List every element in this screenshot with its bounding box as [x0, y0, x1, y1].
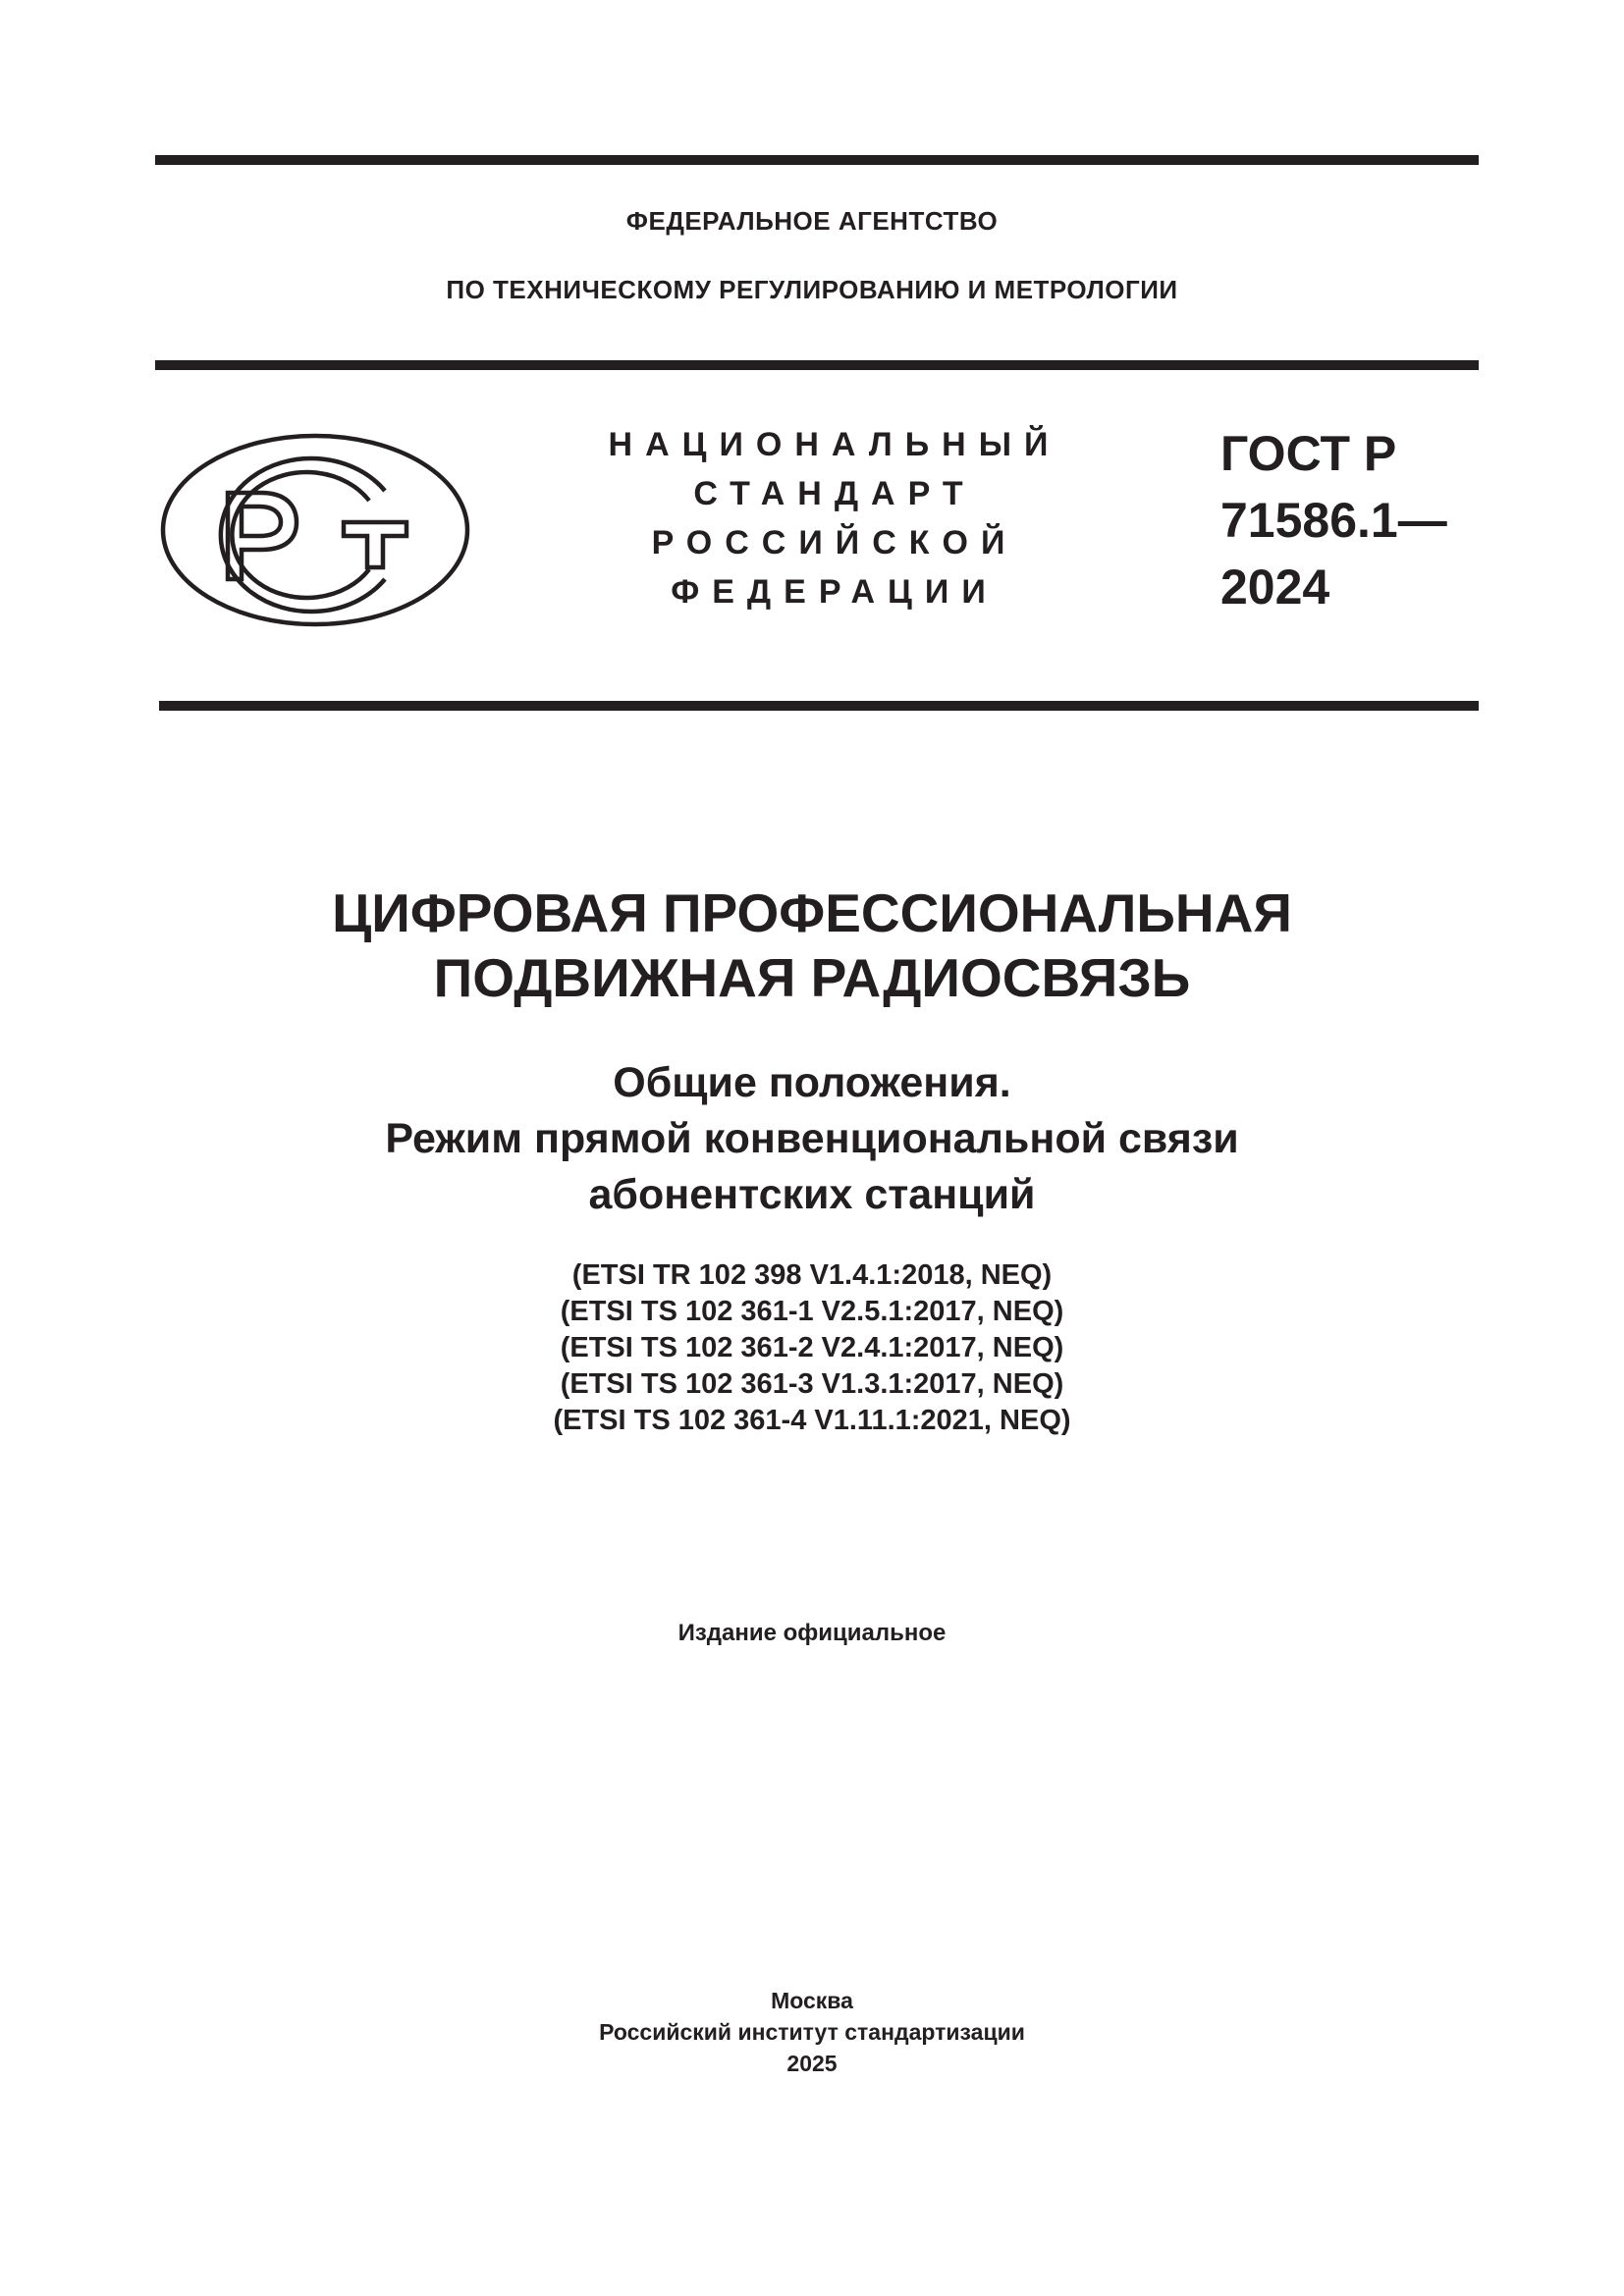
top-rule: [155, 155, 1479, 165]
standard-type-line-1: НАЦИОНАЛЬНЫЙ: [608, 426, 1061, 463]
designation-line-3: 2024: [1220, 560, 1330, 614]
reference-item: (ETSI TS 102 361-2 V2.4.1:2017, NEQ): [560, 1332, 1064, 1363]
document-subtitle: [0, 1055, 1624, 1223]
publisher-institute: Российский институт стандартизации: [599, 2019, 1025, 2045]
standard-type-line-2: СТАНДАРТ: [693, 475, 976, 512]
publisher-city: Москва: [771, 1988, 853, 2013]
standard-type-line-4: ФЕДЕРАЦИИ: [671, 573, 999, 611]
header-rule: [155, 360, 1479, 370]
title-main-line-1: ЦИФРОВАЯ ПРОФЕССИОНАЛЬНАЯ: [332, 882, 1292, 943]
standard-type-label: [599, 420, 1070, 616]
reference-list: [0, 1257, 1624, 1439]
reference-item: (ETSI TS 102 361-4 V1.11.1:2021, NEQ): [553, 1405, 1071, 1436]
publisher-year: 2025: [786, 2051, 838, 2076]
reference-item: (ETSI TR 102 398 V1.4.1:2018, NEQ): [571, 1259, 1053, 1291]
title-sub-line-3: абонентских станций: [588, 1171, 1036, 1218]
title-sub-line-2: Режим прямой конвенциональной связи: [385, 1115, 1239, 1162]
standard-designation: [1220, 420, 1447, 620]
reference-item: (ETSI TS 102 361-3 V1.3.1:2017, NEQ): [560, 1368, 1064, 1400]
designation-line-1: ГОСТ Р: [1220, 426, 1397, 481]
document-title: [0, 881, 1624, 1010]
rst-emblem-icon: [159, 432, 471, 628]
standard-type-line-3: РОССИЙСКОЙ: [651, 524, 1018, 561]
edition-label: Издание официальное: [677, 1620, 947, 1646]
title-sub-line-1: Общие положения.: [613, 1059, 1011, 1106]
agency-line-2: ПО ТЕХНИЧЕСКОМУ РЕГУЛИРОВАНИЮ И МЕТРОЛОГИИ: [446, 275, 1178, 304]
publisher-block: [0, 1985, 1624, 2079]
designation-line-2: 71586.1—: [1220, 493, 1447, 548]
title-block-rule: [159, 701, 1479, 711]
title-main-line-2: ПОДВИЖНАЯ РАДИОСВЯЗЬ: [433, 947, 1191, 1008]
agency-line-1: ФЕДЕРАЛЬНОЕ АГЕНТСТВО: [625, 206, 999, 236]
reference-item: (ETSI TS 102 361-1 V2.5.1:2017, NEQ): [560, 1296, 1064, 1327]
